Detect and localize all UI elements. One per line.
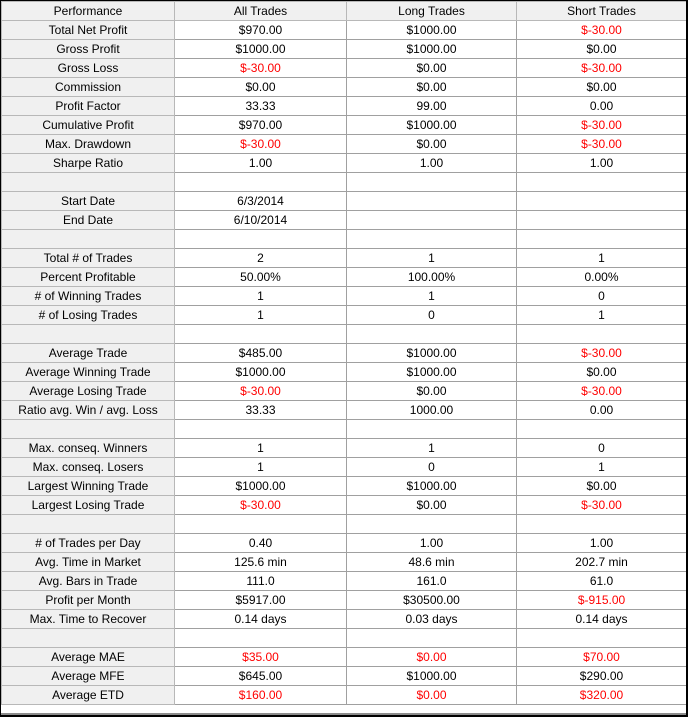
row-label: # of Losing Trades [2, 306, 175, 325]
cell-long-trades[interactable]: $1000.00 [347, 116, 517, 135]
cell-short-trades[interactable]: 0 [517, 287, 687, 306]
cell-long-trades[interactable]: 48.6 min [347, 553, 517, 572]
row-label: Largest Winning Trade [2, 477, 175, 496]
cell-all-trades[interactable]: $-30.00 [175, 382, 347, 401]
table-row[interactable] [2, 59, 687, 78]
row-label: Avg. Time in Market [2, 553, 175, 572]
table-row[interactable] [2, 325, 687, 344]
cell-long-trades[interactable]: 1 [347, 439, 517, 458]
cell-short-trades[interactable]: $-30.00 [517, 116, 687, 135]
cell-all-trades[interactable]: 33.33 [175, 97, 347, 116]
table-row[interactable] [2, 287, 687, 306]
cell-all-trades[interactable] [175, 230, 347, 249]
cell-all-trades[interactable] [175, 515, 347, 534]
row-label [2, 629, 175, 648]
cell-long-trades[interactable] [347, 211, 517, 230]
table-row[interactable] [2, 192, 687, 211]
cell-long-trades[interactable] [347, 230, 517, 249]
row-label: Average Losing Trade [2, 382, 175, 401]
table-row[interactable] [2, 458, 687, 477]
row-label: Max. Drawdown [2, 135, 175, 154]
table-row[interactable] [2, 496, 687, 515]
cell-long-trades[interactable]: $0.00 [347, 382, 517, 401]
cell-long-trades[interactable]: $1000.00 [347, 344, 517, 363]
cell-all-trades[interactable]: $1000.00 [175, 477, 347, 496]
table-row[interactable] [2, 439, 687, 458]
cell-short-trades[interactable]: $-30.00 [517, 344, 687, 363]
cell-all-trades[interactable]: 125.6 min [175, 553, 347, 572]
cell-short-trades[interactable]: 0 [517, 439, 687, 458]
row-label [2, 420, 175, 439]
cell-short-trades[interactable]: 202.7 min [517, 553, 687, 572]
row-label: Average Trade [2, 344, 175, 363]
cell-short-trades[interactable] [517, 211, 687, 230]
cell-short-trades[interactable]: $-30.00 [517, 21, 687, 40]
cell-short-trades[interactable]: $-30.00 [517, 135, 687, 154]
table-row[interactable] [2, 610, 687, 629]
cell-short-trades[interactable]: 0.14 days [517, 610, 687, 629]
cell-long-trades[interactable]: 0 [347, 306, 517, 325]
cell-all-trades[interactable]: $-30.00 [175, 135, 347, 154]
table-row[interactable] [2, 686, 687, 705]
cell-short-trades[interactable]: 61.0 [517, 572, 687, 591]
cell-long-trades[interactable] [347, 515, 517, 534]
row-label: Percent Profitable [2, 268, 175, 287]
row-label: Total Net Profit [2, 21, 175, 40]
cell-long-trades[interactable]: $1000.00 [347, 363, 517, 382]
row-label [2, 230, 175, 249]
cell-long-trades[interactable] [347, 173, 517, 192]
table-row[interactable] [2, 21, 687, 40]
cell-long-trades[interactable]: 99.00 [347, 97, 517, 116]
cell-all-trades[interactable] [175, 629, 347, 648]
table-row[interactable] [2, 344, 687, 363]
table-row[interactable] [2, 40, 687, 59]
cell-long-trades[interactable]: $1000.00 [347, 667, 517, 686]
table-row[interactable] [2, 116, 687, 135]
row-label: Ratio avg. Win / avg. Loss [2, 401, 175, 420]
table-row[interactable] [2, 78, 687, 97]
cell-short-trades[interactable]: $-915.00 [517, 591, 687, 610]
cell-all-trades[interactable]: 6/10/2014 [175, 211, 347, 230]
table-row[interactable] [2, 211, 687, 230]
cell-long-trades[interactable]: 1 [347, 287, 517, 306]
cell-short-trades[interactable] [517, 230, 687, 249]
cell-long-trades[interactable]: $0.00 [347, 59, 517, 78]
table-row[interactable] [2, 382, 687, 401]
cell-long-trades[interactable] [347, 325, 517, 344]
cell-long-trades[interactable]: $0.00 [347, 686, 517, 705]
row-label: # of Trades per Day [2, 534, 175, 553]
cell-all-trades[interactable]: 33.33 [175, 401, 347, 420]
cell-all-trades[interactable]: $5917.00 [175, 591, 347, 610]
table-row[interactable] [2, 306, 687, 325]
table-row[interactable] [2, 249, 687, 268]
cell-short-trades[interactable]: $-30.00 [517, 382, 687, 401]
cell-long-trades[interactable]: 1.00 [347, 154, 517, 173]
cell-short-trades[interactable]: 1 [517, 306, 687, 325]
table-row[interactable] [2, 534, 687, 553]
cell-all-trades[interactable]: $-30.00 [175, 59, 347, 78]
cell-long-trades[interactable]: 0 [347, 458, 517, 477]
row-label: Gross Profit [2, 40, 175, 59]
performance-table [1, 1, 686, 705]
row-label: Commission [2, 78, 175, 97]
cell-long-trades[interactable]: 161.0 [347, 572, 517, 591]
cell-long-trades[interactable]: $0.00 [347, 496, 517, 515]
cell-all-trades[interactable]: $1000.00 [175, 40, 347, 59]
row-label: Average MAE [2, 648, 175, 667]
table-row[interactable] [2, 420, 687, 439]
column-header-long-trades[interactable]: Long Trades [347, 2, 517, 21]
cell-all-trades[interactable] [175, 420, 347, 439]
row-label: Average Winning Trade [2, 363, 175, 382]
cell-all-trades[interactable]: 1 [175, 287, 347, 306]
table-row[interactable] [2, 667, 687, 686]
cell-all-trades[interactable]: $485.00 [175, 344, 347, 363]
row-label: Profit Factor [2, 97, 175, 116]
table-row[interactable] [2, 401, 687, 420]
cell-long-trades[interactable] [347, 192, 517, 211]
cell-short-trades[interactable]: $320.00 [517, 686, 687, 705]
cell-short-trades[interactable]: $0.00 [517, 78, 687, 97]
cell-all-trades[interactable]: 2 [175, 249, 347, 268]
cell-long-trades[interactable] [347, 420, 517, 439]
cell-all-trades[interactable]: $970.00 [175, 21, 347, 40]
row-label: Max. Time to Recover [2, 610, 175, 629]
cell-all-trades[interactable]: 1 [175, 439, 347, 458]
cell-all-trades[interactable]: $1000.00 [175, 363, 347, 382]
table-row[interactable] [2, 230, 687, 249]
cell-short-trades[interactable] [517, 629, 687, 648]
cell-all-trades[interactable]: 0.40 [175, 534, 347, 553]
cell-all-trades[interactable]: $-30.00 [175, 496, 347, 515]
table-body [2, 21, 687, 705]
cell-all-trades[interactable] [175, 173, 347, 192]
cell-long-trades[interactable]: 0.03 days [347, 610, 517, 629]
cell-short-trades[interactable]: $0.00 [517, 363, 687, 382]
column-header-short-trades[interactable]: Short Trades [517, 2, 687, 21]
table-row[interactable] [2, 154, 687, 173]
column-header-all-trades[interactable]: All Trades [175, 2, 347, 21]
cell-short-trades[interactable]: 0.00 [517, 401, 687, 420]
cell-long-trades[interactable]: $0.00 [347, 648, 517, 667]
table-row[interactable] [2, 97, 687, 116]
performance-grid-panel [1, 1, 686, 715]
cell-short-trades[interactable]: 0.00% [517, 268, 687, 287]
table-row[interactable] [2, 268, 687, 287]
table-row[interactable] [2, 553, 687, 572]
cell-all-trades[interactable]: 0.14 days [175, 610, 347, 629]
row-label [2, 515, 175, 534]
table-row[interactable] [2, 591, 687, 610]
cell-long-trades[interactable]: 1000.00 [347, 401, 517, 420]
row-label: # of Winning Trades [2, 287, 175, 306]
row-label: Max. conseq. Winners [2, 439, 175, 458]
cell-long-trades[interactable]: 1 [347, 249, 517, 268]
cell-long-trades[interactable]: $1000.00 [347, 40, 517, 59]
cell-all-trades[interactable]: $0.00 [175, 78, 347, 97]
cell-short-trades[interactable] [517, 325, 687, 344]
cell-short-trades[interactable]: $290.00 [517, 667, 687, 686]
cell-short-trades[interactable]: 1.00 [517, 154, 687, 173]
cell-short-trades[interactable]: 1 [517, 249, 687, 268]
cell-short-trades[interactable]: $0.00 [517, 40, 687, 59]
table-row[interactable] [2, 173, 687, 192]
cell-short-trades[interactable]: $-30.00 [517, 496, 687, 515]
cell-all-trades[interactable]: $970.00 [175, 116, 347, 135]
cell-short-trades[interactable]: $70.00 [517, 648, 687, 667]
horizontal-scrollbar[interactable] [1, 713, 686, 715]
column-header-performance[interactable]: Performance [2, 2, 175, 21]
cell-all-trades[interactable] [175, 325, 347, 344]
row-label [2, 325, 175, 344]
header-row [2, 2, 687, 21]
table-row[interactable] [2, 477, 687, 496]
table-row[interactable] [2, 135, 687, 154]
row-label: Sharpe Ratio [2, 154, 175, 173]
row-label: Profit per Month [2, 591, 175, 610]
cell-all-trades[interactable]: 1 [175, 306, 347, 325]
row-label: End Date [2, 211, 175, 230]
cell-short-trades[interactable]: 1 [517, 458, 687, 477]
cell-short-trades[interactable] [517, 192, 687, 211]
cell-short-trades[interactable]: $-30.00 [517, 59, 687, 78]
cell-short-trades[interactable]: 0.00 [517, 97, 687, 116]
cell-all-trades[interactable]: $160.00 [175, 686, 347, 705]
cell-long-trades[interactable]: $0.00 [347, 135, 517, 154]
table-row[interactable] [2, 363, 687, 382]
cell-long-trades[interactable] [347, 629, 517, 648]
row-label: Avg. Bars in Trade [2, 572, 175, 591]
cell-long-trades[interactable]: $1000.00 [347, 477, 517, 496]
cell-long-trades[interactable]: $0.00 [347, 78, 517, 97]
cell-short-trades[interactable]: 1.00 [517, 534, 687, 553]
cell-short-trades[interactable] [517, 515, 687, 534]
row-label: Start Date [2, 192, 175, 211]
row-label: Max. conseq. Losers [2, 458, 175, 477]
row-label: Total # of Trades [2, 249, 175, 268]
cell-all-trades[interactable]: 111.0 [175, 572, 347, 591]
cell-all-trades[interactable]: 1.00 [175, 154, 347, 173]
cell-all-trades[interactable]: $645.00 [175, 667, 347, 686]
row-label: Gross Loss [2, 59, 175, 78]
cell-short-trades[interactable] [517, 420, 687, 439]
row-label [2, 173, 175, 192]
cell-long-trades[interactable]: $1000.00 [347, 21, 517, 40]
row-label: Average ETD [2, 686, 175, 705]
cell-long-trades[interactable]: 1.00 [347, 534, 517, 553]
row-label: Cumulative Profit [2, 116, 175, 135]
cell-long-trades[interactable]: $30500.00 [347, 591, 517, 610]
table-row[interactable] [2, 629, 687, 648]
row-label: Largest Losing Trade [2, 496, 175, 515]
table-row[interactable] [2, 515, 687, 534]
cell-all-trades[interactable]: 6/3/2014 [175, 192, 347, 211]
cell-all-trades[interactable]: 1 [175, 458, 347, 477]
cell-long-trades[interactable]: 100.00% [347, 268, 517, 287]
table-row[interactable] [2, 572, 687, 591]
cell-all-trades[interactable]: 50.00% [175, 268, 347, 287]
table-row[interactable] [2, 648, 687, 667]
row-label: Average MFE [2, 667, 175, 686]
cell-short-trades[interactable] [517, 173, 687, 192]
cell-all-trades[interactable]: $35.00 [175, 648, 347, 667]
cell-short-trades[interactable]: $0.00 [517, 477, 687, 496]
